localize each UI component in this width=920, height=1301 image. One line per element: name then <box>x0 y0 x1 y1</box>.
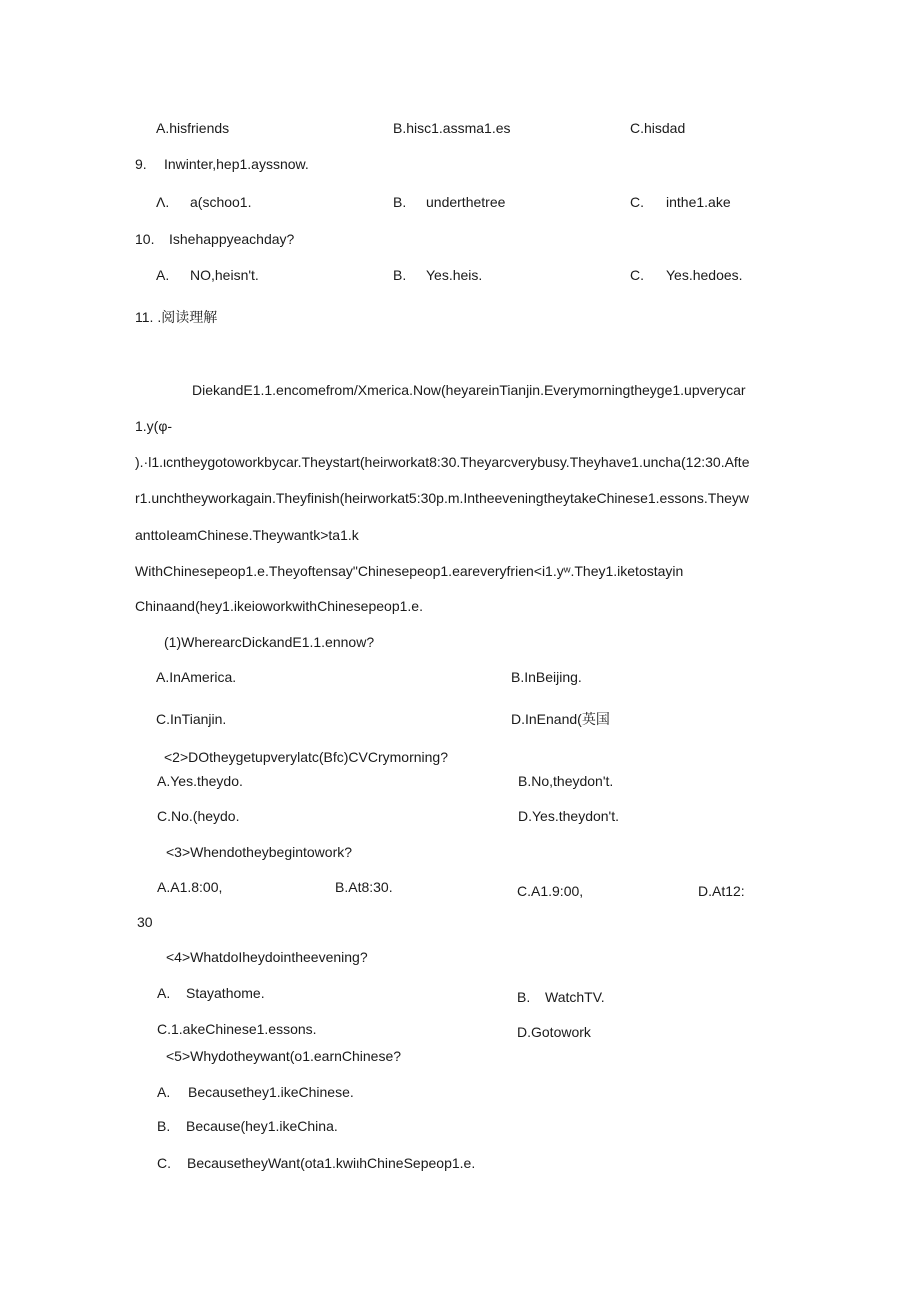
rq3-option-d: D.At12: <box>698 883 745 899</box>
rq4-option-d: D.Gotowork <box>517 1024 591 1040</box>
rq4-option-c: C.1.akeChinese1.essons. <box>157 1021 317 1037</box>
q10-option-c-letter: C. <box>630 267 644 283</box>
rq3-option-a: A.A1.8:00, <box>157 879 223 895</box>
rq5-option-a-letter: A. <box>157 1084 171 1100</box>
rq4-option-b-text: WatchTV. <box>545 989 605 1005</box>
q9-option-b-letter: B. <box>393 194 407 210</box>
q9-number: 9. <box>135 156 147 172</box>
rq5-option-b-text: Because(hey1.ikeChina. <box>186 1118 338 1134</box>
passage-line: ).·l1.ιcntheygotoworkbycar.Theystart(heirworkat8:30.Theyarcverybusy.Theyhave1.uncha(12:30.Afte <box>135 454 750 470</box>
rq2-option-b: B.No,theydon't. <box>518 773 614 789</box>
rq2-option-c: C.No.(heydo. <box>157 808 240 824</box>
rq5-option-a-text: Becausethey1.ikeChinese. <box>188 1084 354 1100</box>
passage-line: Chinaand(hey1.ikeioworkwithChinesepeop1.e. <box>135 598 423 614</box>
q9-option-a-letter: Λ. <box>156 194 170 210</box>
rq5-option-c-letter: C. <box>157 1155 171 1171</box>
q10-text: Ishehappyeachday? <box>169 231 295 247</box>
passage-line: anttoIeamChinese.Theywantk>ta1.k <box>135 527 359 543</box>
passage-line: 1.y(φ- <box>135 418 173 434</box>
rq1-option-d: D.InEnand(英国 <box>511 711 610 727</box>
q10-option-b-letter: B. <box>393 267 407 283</box>
passage-line: DiekandE1.1.encomefrom/Xmerica.Now(heyareinTianjin.Everymorningtheyge1.upverycar <box>192 382 746 398</box>
reading-question-2: <2>DOtheygetupverylatc(Bfc)CVCrymorning? <box>164 749 449 765</box>
q8-option-c: C.hisdad <box>630 120 686 136</box>
reading-question-4: <4>WhatdoIheydointheevening? <box>166 949 368 965</box>
q9-option-c-letter: C. <box>630 194 644 210</box>
rq2-option-a: A.Yes.theydo. <box>157 773 243 789</box>
q9-option-c-text: inthe1.ake <box>666 194 731 210</box>
rq4-option-a-text: Stayathome. <box>186 985 265 1001</box>
q8-option-a: A.hisfriends <box>156 120 230 136</box>
q8-option-b: B.hisc1.assma1.es <box>393 120 511 136</box>
rq2-option-d: D.Yes.theydon't. <box>518 808 620 824</box>
rq5-option-b-letter: B. <box>157 1118 171 1134</box>
rq3-option-d-continued: 30 <box>137 914 153 930</box>
section-title-reading: 11. .阅读理解 <box>135 309 218 325</box>
rq1-option-c: C.InTianjin. <box>156 711 227 727</box>
reading-question-5: <5>Whydotheywant(o1.earnChinese? <box>166 1048 402 1064</box>
rq1-option-a: A.InAmerica. <box>156 669 237 685</box>
q9-option-b-text: underthetree <box>426 194 506 210</box>
rq4-option-a-letter: A. <box>157 985 171 1001</box>
rq4-option-b-letter: B. <box>517 989 531 1005</box>
reading-question-1: (1)WherearcDickandE1.1.ennow? <box>164 634 375 650</box>
q10-number: 10. <box>135 231 155 247</box>
q10-option-a-letter: A. <box>156 267 170 283</box>
rq3-option-b: B.At8:30. <box>335 879 393 895</box>
reading-question-3: <3>Whendotheybegintowork? <box>166 844 353 860</box>
passage-line: WithChinesepeop1.e.Theyoftensay"Chinesepeop1.eareveryfrien<i1.yʷ.They1.iketostayin <box>135 563 684 579</box>
rq1-option-b: B.InBeijing. <box>511 669 582 685</box>
rq5-option-c-text: BecausetheyWant(ota1.kwiιhChineSepeop1.e. <box>187 1155 476 1171</box>
q9-option-a-text: a(schoo1. <box>190 194 252 210</box>
rq3-option-c: C.A1.9:00, <box>517 883 584 899</box>
q10-option-c-text: Yes.hedoes. <box>666 267 743 283</box>
passage-line: r1.unchtheyworkagain.Theyfinish(heirworkat5:30p.m.IntheeveningtheytakeChinese1.essons.Theyw <box>135 490 750 506</box>
q9-text: Inwinter,hep1.ayssnow. <box>164 156 309 172</box>
q10-option-b-text: Yes.heis. <box>426 267 483 283</box>
q10-option-a-text: NO,heisn't. <box>190 267 259 283</box>
